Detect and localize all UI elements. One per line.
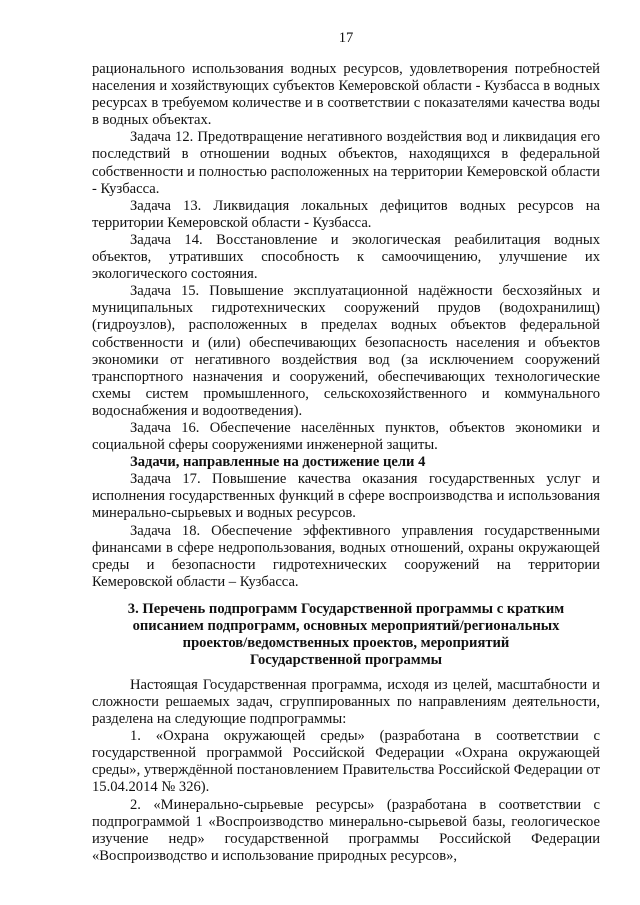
page-number: 17 xyxy=(338,30,354,46)
section-3-heading-line: Государственной программы xyxy=(249,651,443,668)
paragraph-task-12: Задача 12. Предотвращение негативного воздействия вод и ликвидация его последствий в отношении водных объектов, находящихся в федеральной собственности и полностью расположенных на территории Кемеровской области - Кузбасса. xyxy=(92,129,600,197)
paragraph-continuation: рационального использования водных ресурсов, удовлетворения потребностей населения и хозяйствующих субъектов Кемеровской области - Кузбасса в водных ресурсах в требуемом количестве и в соответствии с показателями качества воды в водных объектах. xyxy=(92,61,600,129)
paragraph-task-15: Задача 15. Повышение эксплуатационной надёжности бесхозяйных и муниципальных гидротехнических сооружений прудов (водохранилищ) (гидроузлов), расположенных в пределах водных объектов федеральной собственности и (или) обеспечивающих безопасность населения и объектов экономики от негативного воздействия вод (за исключением сооружений транспортного назначения и сооружений, обеспечивающих технологические схемы систем промышленного, сельскохозяйственного и коммунального водоснабжения и водоотведения). xyxy=(92,283,600,419)
paragraph-subprogram-1: 1. «Охрана окружающей среды» (разработана в соответствии с государственной программой Российской Федерации «Охрана окружающей среды», утверждённой постановлением Правительства Российской Федерации от 15.04.2014 № 326). xyxy=(92,728,600,796)
paragraph-task-18: Задача 18. Обеспечение эффективного управления государственными финансами в сфере недропользования, водных отношений, охраны окружающей среды и безопасности гидротехнических сооружений на территории Кемеровской области – Кузбасса. xyxy=(92,522,600,590)
section-3-heading-line: проектов/ведомственных проектов, мероприятий xyxy=(182,634,510,651)
paragraph-subprogram-2: 2. «Минерально-сырьевые ресурсы» (разработана в соответствии с подпрограммой 1 «Воспроизводство минерально-сырьевой базы, геологическое изучение недр» государственной программы Российской Федерации «Воспроизводство и использование природных ресурсов», xyxy=(92,796,600,864)
document-page xyxy=(92,30,600,865)
paragraph-task-13: Задача 13. Ликвидация локальных дефицитов водных ресурсов на территории Кемеровской области - Кузбасса. xyxy=(92,197,600,231)
paragraph-intro: Настоящая Государственная программа, исходя из целей, масштабности и сложности решаемых задач, сгруппированных по направлениям деятельности, разделена на следующие подпрограммы: xyxy=(92,676,600,728)
paragraph-task-16: Задача 16. Обеспечение населённых пунктов, объектов экономики и социальной сферы сооружениями инженерной защиты. xyxy=(92,419,600,454)
goal-4-heading: Задачи, направленные на достижение цели 4 xyxy=(130,454,426,471)
section-3-heading-line: описанием подпрограмм, основных мероприятий/региональных xyxy=(132,617,560,634)
paragraph-task-14: Задача 14. Восстановление и экологическая реабилитация водных объектов, утративших способность к самоочищению, улучшение их экологического состояния. xyxy=(92,231,600,283)
section-3-heading-line: 3. Перечень подпрограмм Государственной программы с кратким xyxy=(127,600,565,617)
section-3-heading xyxy=(92,601,600,669)
paragraph-task-17: Задача 17. Повышение качества оказания государственных услуг и исполнения государственных функций в сфере воспроизводства и использования минерально-сырьевых и водных ресурсов. xyxy=(92,471,600,522)
